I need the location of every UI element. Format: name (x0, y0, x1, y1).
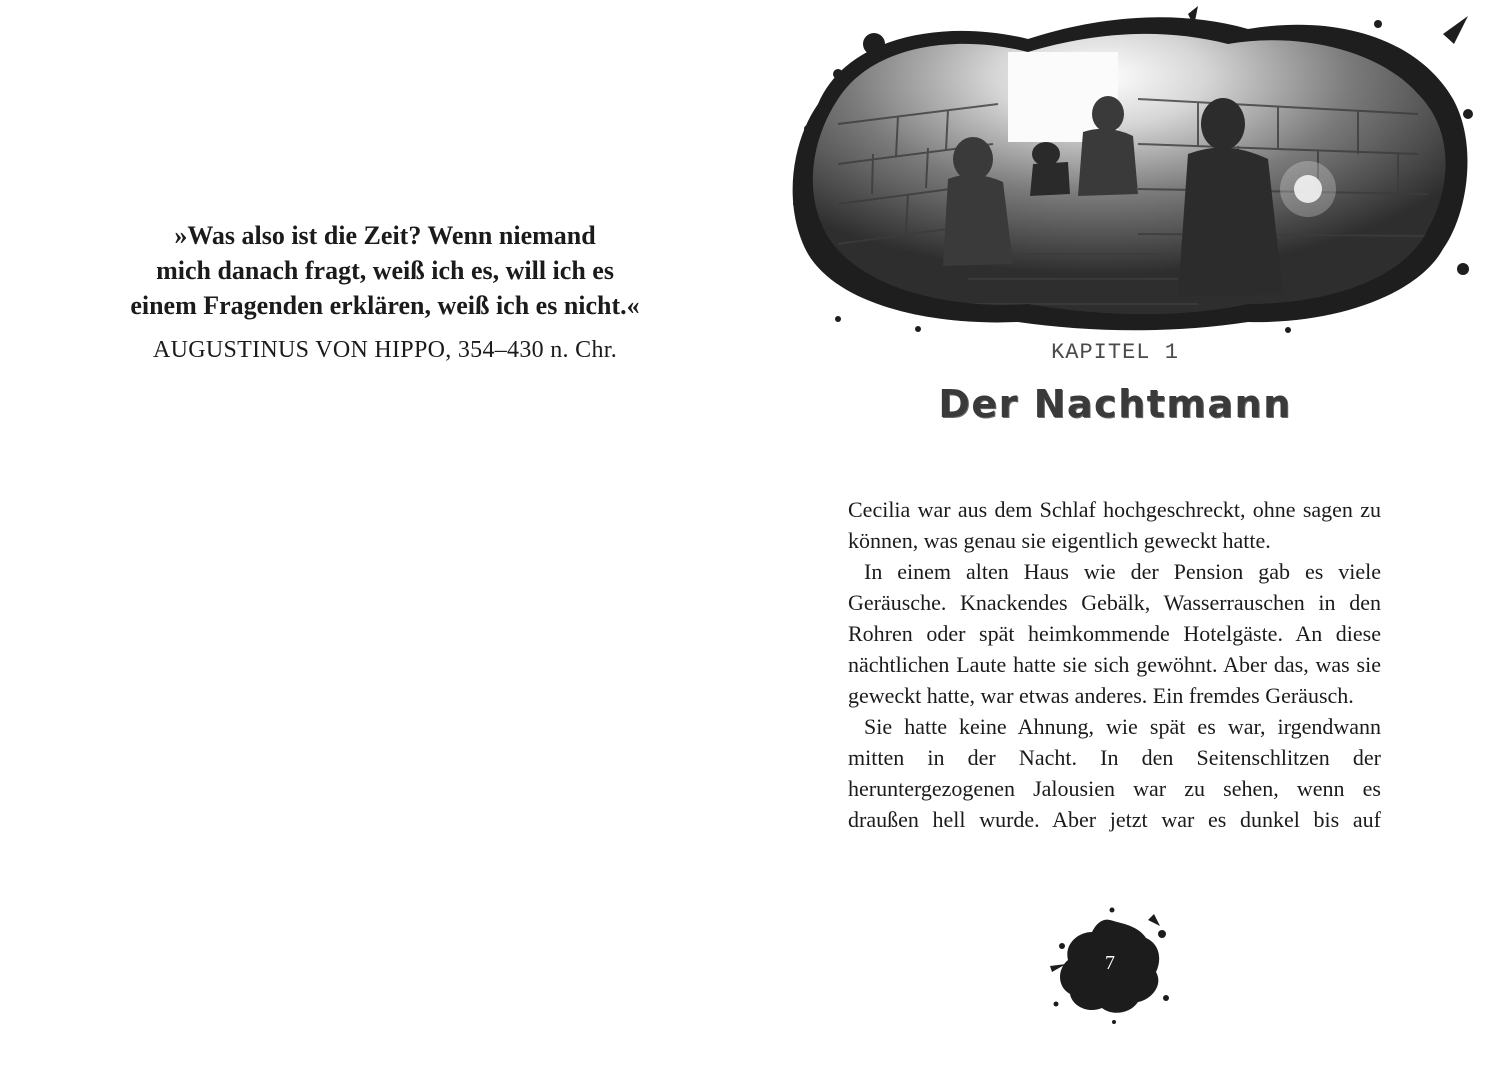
chapter-illustration (778, 4, 1478, 334)
page-number-splat (1042, 906, 1178, 1026)
body-paragraph: In einem alten Haus wie der Pension gab es viele Geräusche. Knackendes Gebälk, Wasserrauschen in den Rohren oder spät heimkommende Hotelgäste. An diese nächtlichen Laute hatte sie sich gewöhnt. Aber das, was sie geweckt hatte, war etwas anderes. Ein fremdes Geräusch. (848, 559, 1381, 708)
right-page (750, 0, 1500, 1086)
chapter-title: Der Nachtmann (938, 382, 1292, 426)
body-paragraph: Sie hatte keine Ahnung, wie spät es war, irgendwann mitten in der Nacht. In den Seitenschlitzen der heruntergezogenen Jalousien war zu sehen, wenn es draußen hell wurde. Aber jetzt war es dunkel bis auf (848, 714, 1381, 832)
epigraph-attribution: AUGUSTINUS VON HIPPO, 354–430 n. Chr. (152, 337, 618, 363)
body-paragraph: Cecilia war aus dem Schlaf hochgeschreckt, ohne sagen zu können, was genau sie eigentlich geweckt hatte. (848, 497, 1381, 553)
chapter-body (848, 494, 1381, 835)
epigraph-line: einem Fragenden erklären, weiß ich es nicht.« (130, 291, 640, 320)
epigraph-line: »Was also ist die Zeit? Wenn niemand (174, 221, 596, 250)
ink-splatter-illustration-icon (778, 4, 1478, 334)
epigraph-quote (0, 218, 770, 323)
chapter-label: KAPITEL 1 (1051, 340, 1179, 365)
epigraph (0, 218, 770, 364)
epigraph-line: mich danach fragt, weiß ich es, will ich es (156, 256, 614, 285)
page-number: 7 (1105, 952, 1115, 974)
